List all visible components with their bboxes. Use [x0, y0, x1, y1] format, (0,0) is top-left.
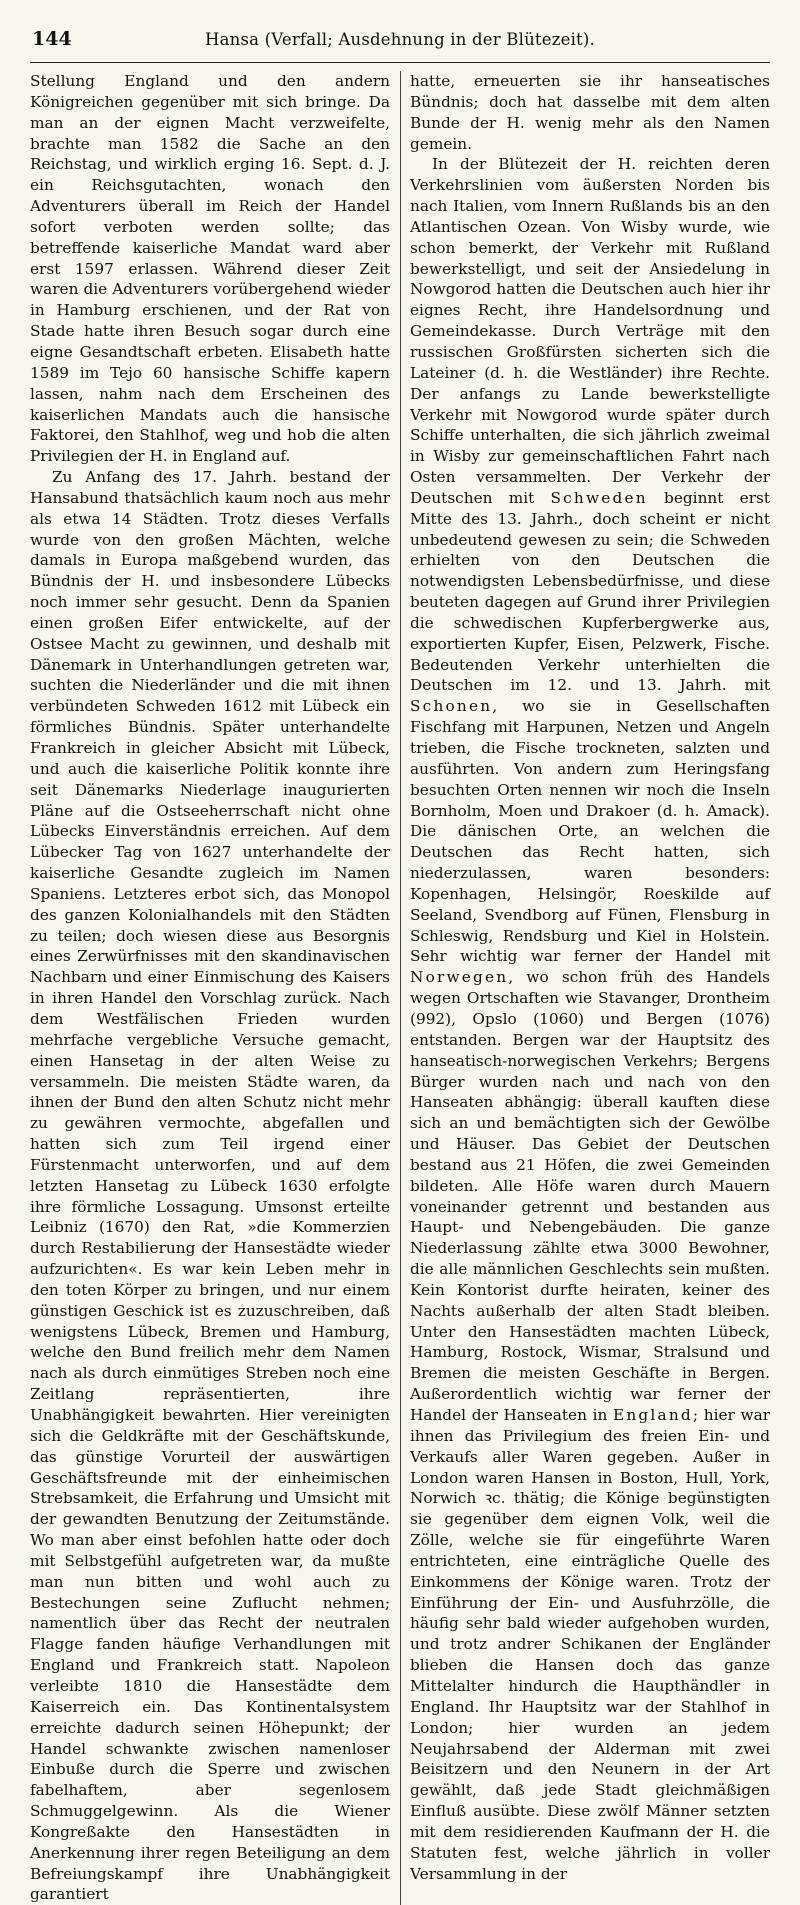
- spaced-term-schonen: Schonen: [410, 697, 493, 716]
- paragraph-text: , wo sie in Gesellschaften Fischfang mit Harpunen, Netzen und Angeln trieben, die Fische trockneten, salzten und ausführten. Von andern zum Heringsfang besuchten Orten nennen wir noch die Inseln Bornholm, Moen und Drakoer (d. h. Amack). Die dänischen Orte, an welchen die Deutschen das Recht hatten, sich niederzulassen, waren besonders: Kopenhagen, Helsingör, Roeskilde auf Seeland, Svendborg auf Fünen, Flensburg in Schleswig, Rendsburg und Kiel in Holstein. Sehr wichtig war ferner der Handel mit: [410, 697, 771, 966]
- spaced-term-england: England: [613, 1406, 693, 1424]
- page-number: 144: [32, 28, 72, 50]
- running-head: Hansa (Verfall; Ausdehnung in der Blütezeit).: [205, 30, 595, 49]
- text-columns: [30, 71, 770, 1905]
- spaced-term-norwegen: Norwegen: [410, 968, 509, 987]
- paragraph-text: beginnt erst Mitte des 13. Jahrh., doch scheint er nicht unbedeutend gewesen zu sein; die Schweden erhielten von den Deutschen die notwendigsten Lebensbedürfnisse, und diese beuteten dagegen auf Grund ihrer Privilegien die schwedischen Kupferbergwerke aus, exportierten Kupfer, Eisen, Pelzwerk, Fische. Bedeutenden Verkehr unterhielten die Deutschen im 12. und 13. Jahrh. mit: [410, 488, 771, 695]
- right-paragraph-2: [410, 154, 770, 1884]
- left-paragraph-2: Zu Anfang des 17. Jahrh. bestand der Hansabund thatsächlich kaum noch aus mehr als etwa 14 Städten. Trotz dieses Verfalls wurde von den großen Mächten, welche damals in Europa maßgebend wurden, das Bündnis der H. und insbesondere Lübecks noch immer sehr gesucht. Denn da Spanien einen großen Eifer entwickelte, auf der Ostsee Macht zu gewinnen, und deshalb mit Dänemark in Unterhandlungen getreten war, suchten die Niederländer und die mit ihnen verbündeten Schweden 1612 mit Lübeck ein förmliches Bündnis. Später unterhandelte Frankreich in gleicher Absicht mit Lübeck, und auch die kaiserliche Politik konnte ihre seit Dänemarks Niederlage inaugurierten Pläne auf die Ostseeherrschaft nicht ohne Lübecks Einverständnis erreichen. Auf dem Lübecker Tag von 1627 unterhandelte der kaiserliche Gesandte zugleich im Namen Spaniens. Letzteres erbot sich, das Monopol des ganzen Kolonialhandels mit den Städten zu teilen; doch wiesen diese aus Besorgnis eines Zerwürfnisses mit den skandinavischen Nachbarn und einer Einmischung des Kaisers in ihren Handel den Vorschlag zurück. Nach dem Westfälischen Frieden wurden mehrfache vergebliche Versuche gemacht, einen Hansetag in der alten Weise zu versammeln. Die meisten Städte waren, da ihnen der Bund den alten Schutz nicht mehr zu gewähren vermochte, abgefallen und hatten sich zum Teil irgend einer Fürstenmacht unterworfen, und auf dem letzten Hansetag zu Lübeck 1630 erfolgte ihre förmliche Lossagung. Umsonst erteilte Leibniz (1670) den Rat, »die Kommerzien durch Restabilierung der Hansestädte wieder aufzurichten«. Es war kein Leben mehr in den toten Körper zu bringen, und nur einem günstigen Geschick ist es zuzuschreiben, daß wenigstens Lübeck, Bremen und Hamburg, welche den Bund freilich mehr dem Namen nach als durch einmütiges Streben noch eine Zeitlang repräsentierten, ihre Unabhängigkeit bewahrten. Hier vereinigten sich die Geldkräfte mit der Geschäftskunde, das günstige Vorurteil der auswärtigen Geschäftsfreunde mit der einheimischen Strebsamkeit, die Erfahrung und Umsicht mit der gewandten Benutzung der Zeitumstände. Wo man aber einst befohlen hatte oder doch mit Selbstgefühl aufgetreten war, da mußte man nun bitten und wohl auch zu Bestechungen seine Zuflucht nehmen; namentlich über das Recht der neutralen Flagge fanden häufige Verhandlungen mit England und Frankreich statt. Napoleon verleibte 1810 die Hansestädte dem Kaiserreich ein. Das Kontinentalsystem erreichte dadurch seinen Höhepunkt; der Handel schwankte zwischen namenloser Einbuße durch die Sperre und zwischen fabelhaftem, aber segenlosem Schmuggelgewinn. Als die Wiener Kongreßakte den Hansestädten in Anerkennung ihrer regen Beteiligung an dem Befreiungskampf ihre Unabhängigkeit garantiert: [30, 468, 391, 1904]
- right-column: [410, 71, 770, 1905]
- column-divider: [400, 71, 401, 1905]
- paragraph-text: In der Blütezeit der H. reichten deren Verkehrslinien vom äußersten Norden bis nach Italien, vom Innern Rußlands bis an den Atlantischen Ozean. Von Wisby wurde, wie schon bemerkt, der Verkehr mit Rußland bewerkstelligt, und seit der Ansiedelung in Nowgorod hatten die Deutschen auch hier ihr eignes Recht, ihre Handelsordnung und Gemeindekasse. Durch Verträge mit den russischen Großfürsten sicherten sich die Lateiner (d. h. die Westländer) ihre Rechte. Der anfangs zu Lande bewerkstelligte Verkehr mit Nowgorod wurde später durch Schiffe unterhalten, die sich jährlich zweimal in Wisby zur gemeinschaftlichen Fahrt nach Osten versammelten. Der Verkehr der Deutschen mit: [410, 155, 771, 507]
- page-header: [30, 22, 770, 63]
- paragraph-text: , wo schon früh des Handels wegen Ortschaften wie Stavanger, Drontheim (992), Opslo (1060) und Bergen (1076) entstanden. Bergen war der Hauptsitz des hanseatisch-norwegischen Verkehrs; Bergens Bürger wurden nach und nach von den Hanseaten abhängig: überall kauften diese sich an und bemächtigten sich der Gewölbe und Häuser. Das Gebiet der Deutschen bestand aus 21 Höfen, die zwei Gemeinden bildeten. Alle Höfe waren durch Mauern voneinander getrennt und bestanden aus Haupt- und Nebengebäuden. Die ganze Niederlassung zählte etwa 3000 Bewohner, die alle männlichen Geschlechts sein mußten. Kein Kontorist durfte heiraten, keiner des Nachts außerhalb der alten Stadt bleiben. Unter den Hansestädten machten Lübeck, Hamburg, Rostock, Wismar, Stralsund und Bremen die meisten Geschäfte in Bergen. Außerordentlich wichtig war ferner der Handel der Hanseaten in: [410, 968, 771, 1424]
- spaced-term-schweden: Schweden: [550, 488, 648, 507]
- paragraph-text: ; hier war ihnen das Privilegium des freien Ein- und Verkaufs aller Waren gegeben. Außer in London waren Hansen in Boston, Hull, York, Norwich ꝛc. thätig; die Könige begünstigten sie gegenüber dem eignen Volk, weil die Zölle, welche sie für eingeführte Waren entrichteten, eine einträgliche Quelle des Einkommens der Könige waren. Trotz der Einführung der Ein- und Ausfuhrzölle, die häufig sehr bald wieder aufgehoben wurden, und trotz andrer Schikanen der Engländer blieben die Hansen doch das ganze Mittelalter hindurch die Haupthändler in England. Ihr Hauptsitz war der Stahlhof in London; hier wurden an jedem Neujahrsabend der Alderman mit zwei Beisitzern und den Neunern in der Art gewählt, daß jede Stadt gleichmäßigen Einfluß ausübte. Diese zwölf Männer setzten mit dem residierenden Kaufmann der H. die Statuten fest, welche jährlich in voller Versammlung in der: [410, 1406, 771, 1883]
- right-paragraph-1: hatte, erneuerten sie ihr hanseatisches Bündnis; doch hat dasselbe mit dem alten Bunde der H. wenig mehr als den Namen gemein.: [410, 72, 771, 153]
- left-column: [30, 71, 400, 1905]
- left-paragraph-1: Stellung England und den andern Königreichen gegenüber mit sich bringe. Da man an der eignen Macht verzweifelte, brachte man 1582 die Sache an den Reichstag, und wirklich erging 16. Sept. d. J. ein Reichsgutachten, wonach den Adventurers überall im Reich der Handel sofort verboten werden sollte; das betreffende kaiserliche Mandat ward aber erst 1597 erlassen. Während dieser Zeit waren die Adventurers vorübergehend wieder in Hamburg erschienen, und der Rat von Stade hatte ihren Besuch sogar durch eine eigne Gesandtschaft erbeten. Elisabeth hatte 1589 im Tejo 60 hansische Schiffe kapern lassen, nahm nach dem Erscheinen des kaiserlichen Mandats auch die hansische Faktorei, den Stahlhof, weg und hob die alten Privilegien der H. in England auf.: [30, 72, 391, 466]
